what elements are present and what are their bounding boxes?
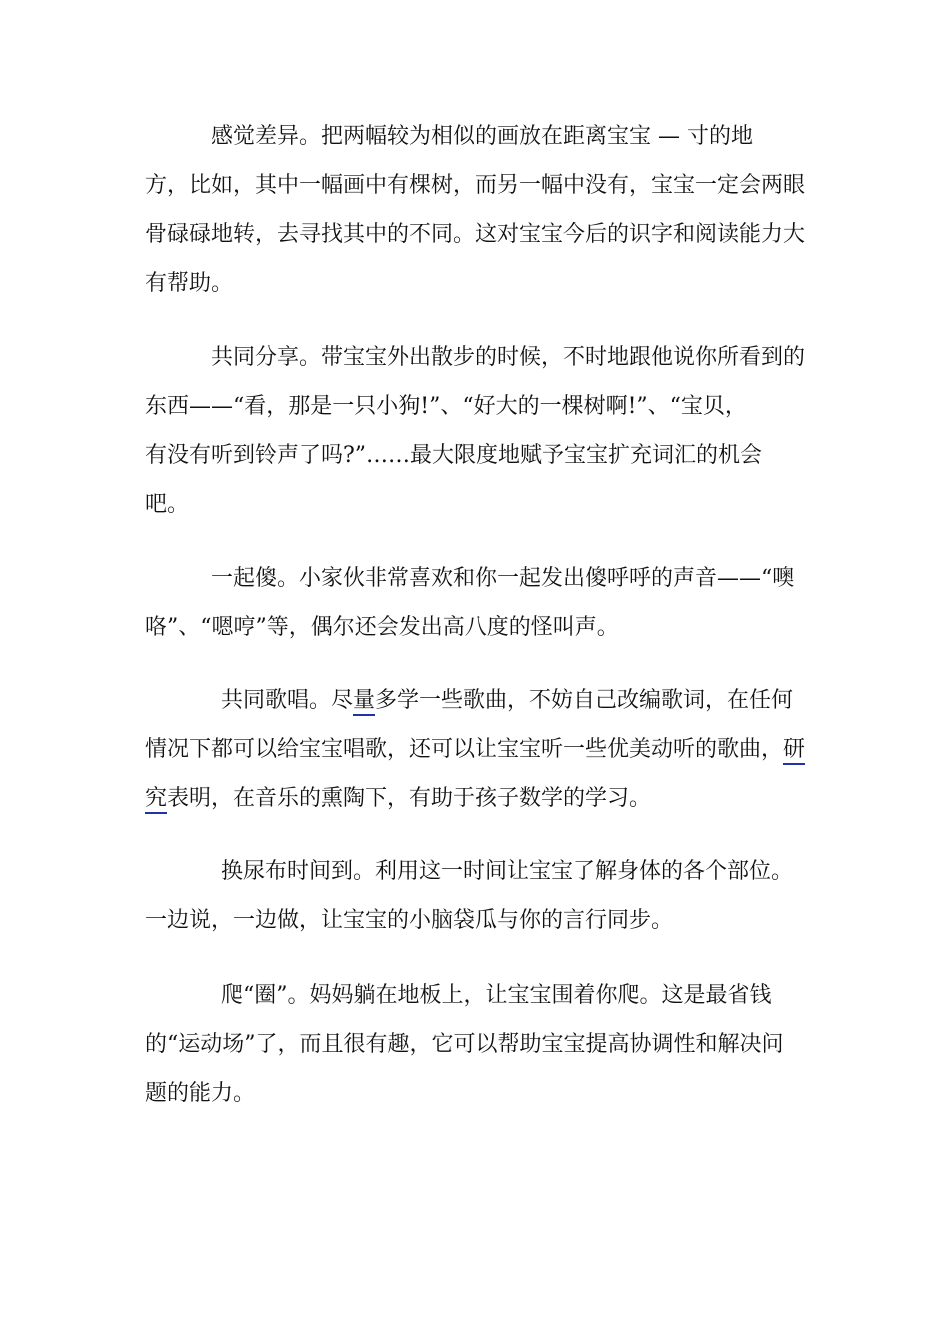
text-line: 的“运动场”了，而且很有趣，它可以帮助宝宝提高协调性和解决问 — [145, 1032, 784, 1057]
text-segment: 表明，在音乐的熏陶下，有助于孩子数学的学习。 — [167, 786, 652, 811]
text-line — [145, 725, 815, 774]
hyperlink[interactable]: 研 — [783, 737, 805, 765]
paragraph-sing-together — [145, 676, 815, 823]
paragraph-crawl-circle — [145, 971, 815, 1118]
text-line: 感觉差异。把两幅较为相似的画放在距离宝宝 — 寸的地 — [211, 124, 753, 149]
text-line: 东西——“看，那是一只小狗!”、“好大的一棵树啊!”、“宝贝， — [145, 394, 747, 419]
text-line: 有帮助。 — [145, 271, 234, 296]
hyperlink[interactable]: 究 — [145, 786, 167, 814]
text-line: 共同分享。带宝宝外出散步的时候，不时地跟他说你所看到的 — [211, 345, 806, 370]
text-segment: 情况下都可以给宝宝唱歌，还可以让宝宝听一些优美动听的歌曲， — [145, 737, 784, 762]
text-line: 一起傻。小家伙非常喜欢和你一起发出傻呼呼的声音——“噢 — [211, 566, 795, 591]
text-line: 骨碌碌地转，去寻找其中的不同。这对宝宝今后的识字和阅读能力大 — [145, 222, 806, 247]
text-line: 方，比如，其中一幅画中有棵树，而另一幅中没有，宝宝一定会两眼 — [145, 173, 806, 198]
text-line: 一边说，一边做，让宝宝的小脑袋瓜与你的言行同步。 — [145, 908, 674, 933]
text-line: 爬“圈”。妈妈躺在地板上，让宝宝围着你爬。这是最省钱 — [221, 983, 772, 1008]
text-segment: 共同歌唱。尽 — [221, 688, 354, 713]
text-line — [145, 774, 815, 823]
paragraph-diaper-time — [145, 847, 815, 945]
text-line: 换尿布时间到。利用这一时间让宝宝了解身体的各个部位。 — [221, 859, 794, 884]
text-line: 题的能力。 — [145, 1081, 256, 1106]
paragraph-feel-difference — [145, 112, 815, 308]
text-line: 咯”、“嗯哼”等，偶尔还会发出高八度的怪叫声。 — [145, 615, 619, 640]
text-line — [145, 676, 815, 725]
text-line: 有没有听到铃声了吗?”……最大限度地赋予宝宝扩充词汇的机会 — [145, 443, 763, 468]
hyperlink[interactable]: 量 — [353, 688, 375, 716]
paragraph-silly-together — [145, 554, 815, 652]
text-segment: 多学一些歌曲，不妨自己改编歌词，在任何 — [375, 688, 794, 713]
text-line: 吧。 — [145, 492, 190, 517]
paragraph-share-together — [145, 333, 815, 529]
